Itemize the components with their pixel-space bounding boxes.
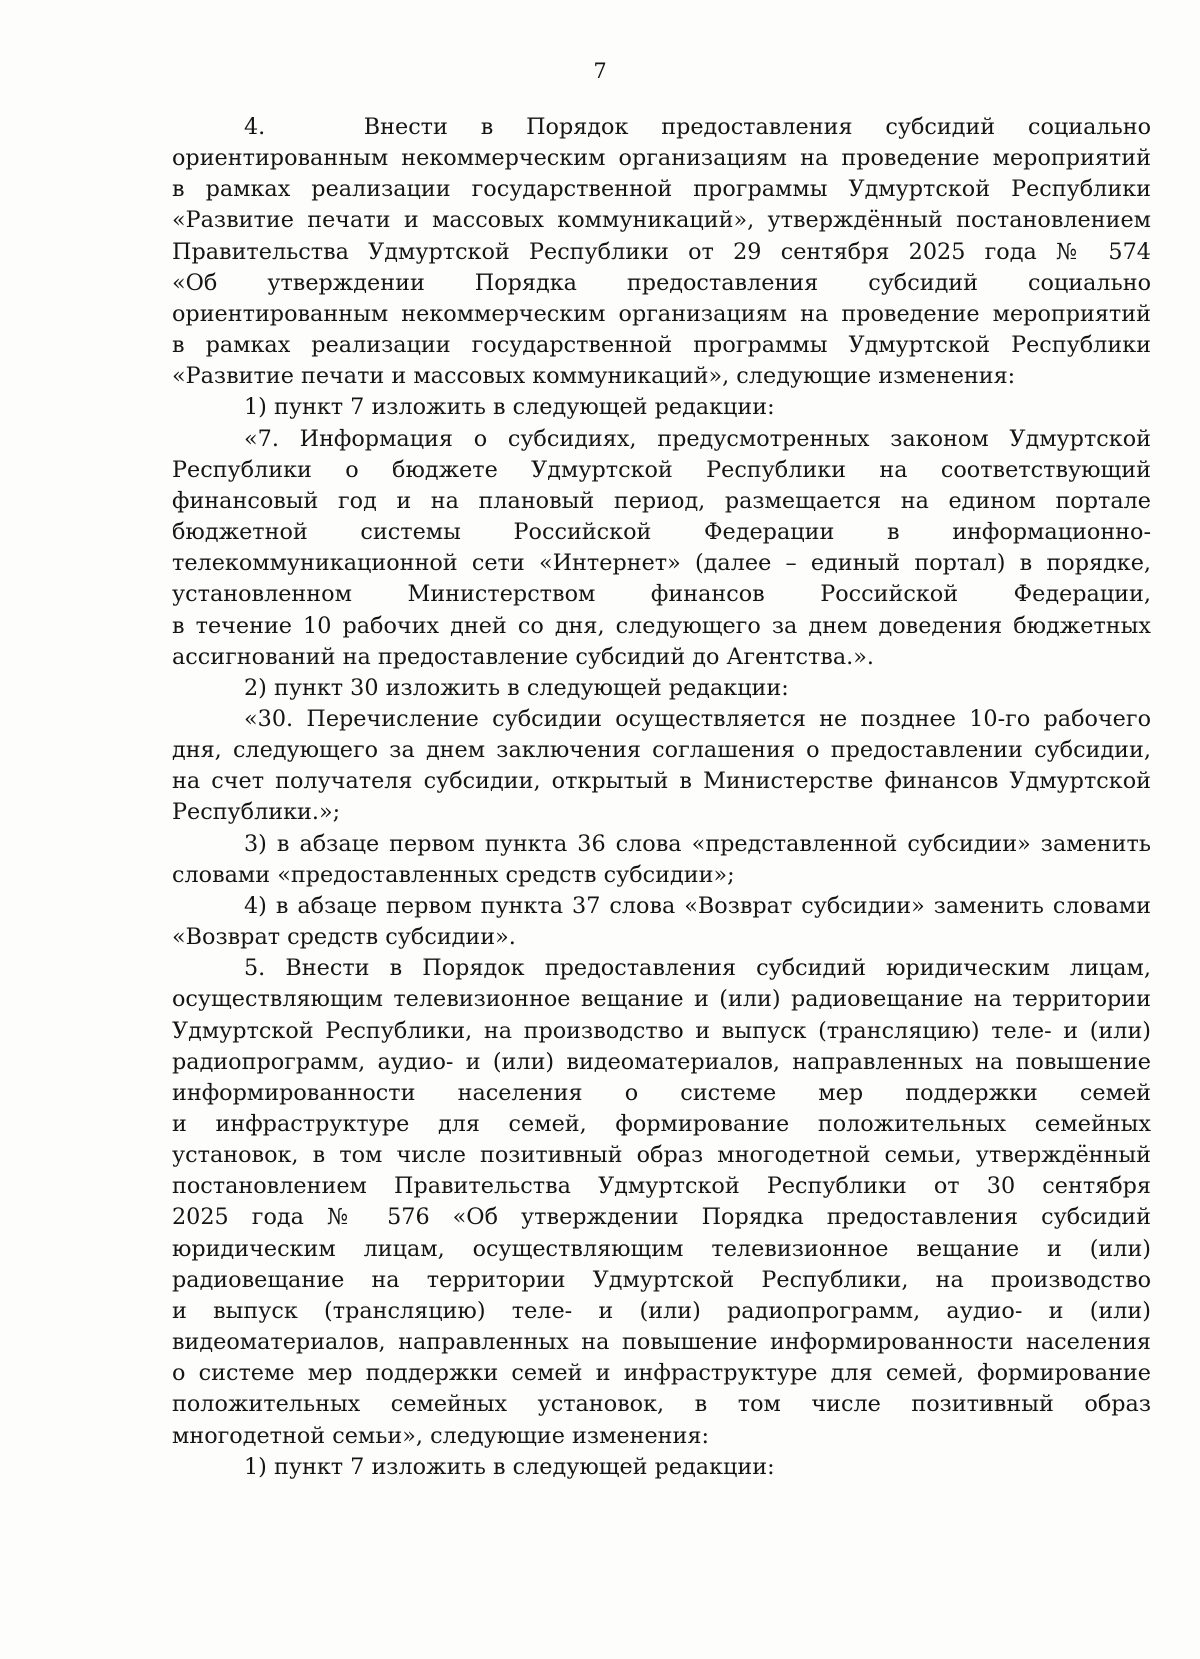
text-line: радиопрограмм, аудио- и (или) видеоматериалов, направленных на повышение: [172, 1048, 1151, 1075]
text-line: в рамках реализации государственной программы Удмуртской Республики: [172, 332, 1151, 359]
text-line: и инфраструктуре для семей, формирование положительных семейных: [172, 1111, 1151, 1137]
text-line: 4. Внести в Порядок предоставления субсидий социально: [244, 114, 1151, 140]
text-line: установленном Министерством финансов Российской Федерации,: [172, 581, 1151, 608]
text-line: на счет получателя субсидии, открытый в Министерстве финансов Удмуртской: [172, 768, 1151, 795]
text-line: «30. Перечисление субсидии осуществляется не позднее 10-го рабочего: [244, 705, 1151, 732]
paragraph: [172, 704, 1151, 829]
paragraph: [172, 829, 1151, 891]
paragraph: [172, 953, 1151, 1452]
text-line: 2025 года № 576 «Об утверждении Порядка предоставления субсидий: [172, 1204, 1151, 1231]
text-line: радиовещание на территории Удмуртской Республики, на производство: [172, 1266, 1151, 1293]
paragraph: [172, 424, 1151, 673]
text-line: «Об утверждении Порядка предоставления субсидий социально: [172, 269, 1151, 296]
text-line: Республики.»;: [172, 799, 341, 826]
text-line: 2) пункт 30 изложить в следующей редакции:: [244, 674, 789, 701]
text-line: «Развитие печати и массовых коммуникаций», следующие изменения:: [172, 363, 1016, 390]
text-line: «Развитие печати и массовых коммуникаций», утверждённый постановлением: [172, 207, 1151, 234]
document-body: [172, 112, 1151, 1483]
text-line: финансовый год и на плановый период, размещается на едином портале: [172, 487, 1151, 514]
text-line: «7. Информация о субсидиях, предусмотренных законом Удмуртской: [244, 425, 1151, 452]
text-line: «Возврат средств субсидии».: [172, 924, 516, 951]
text-line: бюджетной системы Российской Федерации в информационно-: [172, 519, 1151, 546]
paragraph: [172, 112, 1151, 392]
text-line: 5. Внести в Порядок предоставления субсидий юридическим лицам,: [244, 955, 1151, 982]
text-line: в течение 10 рабочих дней со дня, следующего за днем доведения бюджетных: [172, 612, 1151, 639]
text-line: юридическим лицам, осуществляющим телевизионное вещание и (или): [172, 1235, 1151, 1262]
text-line: установок, в том числе позитивный образ многодетной семьи, утверждённый: [172, 1142, 1151, 1169]
text-line: видеоматериалов, направленных на повышение информированности населения: [172, 1329, 1151, 1356]
text-line: в рамках реализации государственной программы Удмуртской Республики: [172, 176, 1151, 203]
text-line: Республики о бюджете Удмуртской Республики на соответствующий: [172, 456, 1151, 483]
page-number: 7: [593, 59, 607, 83]
text-line: информированности населения о системе мер поддержки семей: [172, 1079, 1151, 1106]
paragraph: [172, 392, 1151, 423]
text-line: Правительства Удмуртской Республики от 29 сентября 2025 года № 574: [172, 238, 1151, 265]
text-line: 1) пункт 7 изложить в следующей редакции:: [244, 1453, 775, 1480]
text-line: 3) в абзаце первом пункта 36 слова «представленной субсидии» заменить: [244, 830, 1151, 857]
text-line: ориентированным некоммерческим организациям на проведение мероприятий: [172, 145, 1151, 172]
text-line: ассигнований на предоставление субсидий до Агентства.».: [172, 643, 874, 670]
text-line: постановлением Правительства Удмуртской Республики от 30 сентября: [172, 1173, 1151, 1200]
text-line: ориентированным некоммерческим организациям на проведение мероприятий: [172, 300, 1151, 327]
text-line: положительных семейных установок, в том числе позитивный образ: [172, 1391, 1151, 1418]
text-line: многодетной семьи», следующие изменения:: [172, 1422, 709, 1449]
paragraph: [172, 673, 1151, 704]
text-line: дня, следующего за днем заключения соглашения о предоставлении субсидии,: [172, 737, 1151, 764]
text-line: и выпуск (трансляцию) теле- и (или) радиопрограмм, аудио- и (или): [172, 1297, 1151, 1324]
paragraph: [172, 1452, 1151, 1483]
text-line: Удмуртской Республики, на производство и выпуск (трансляцию) теле- и (или): [172, 1017, 1151, 1044]
text-line: словами «предоставленных средств субсидии»;: [172, 861, 735, 888]
text-line: телекоммуникационной сети «Интернет» (далее – единый портал) в порядке,: [172, 550, 1151, 577]
text-line: 4) в абзаце первом пункта 37 слова «Возврат субсидии» заменить словами: [244, 892, 1151, 919]
text-line: о системе мер поддержки семей и инфраструктуре для семей, формирование: [172, 1360, 1151, 1387]
text-line: 1) пункт 7 изложить в следующей редакции:: [244, 394, 775, 421]
text-line: осуществляющим телевизионное вещание и (или) радиовещание на территории: [172, 986, 1151, 1013]
paragraph: [172, 891, 1151, 953]
